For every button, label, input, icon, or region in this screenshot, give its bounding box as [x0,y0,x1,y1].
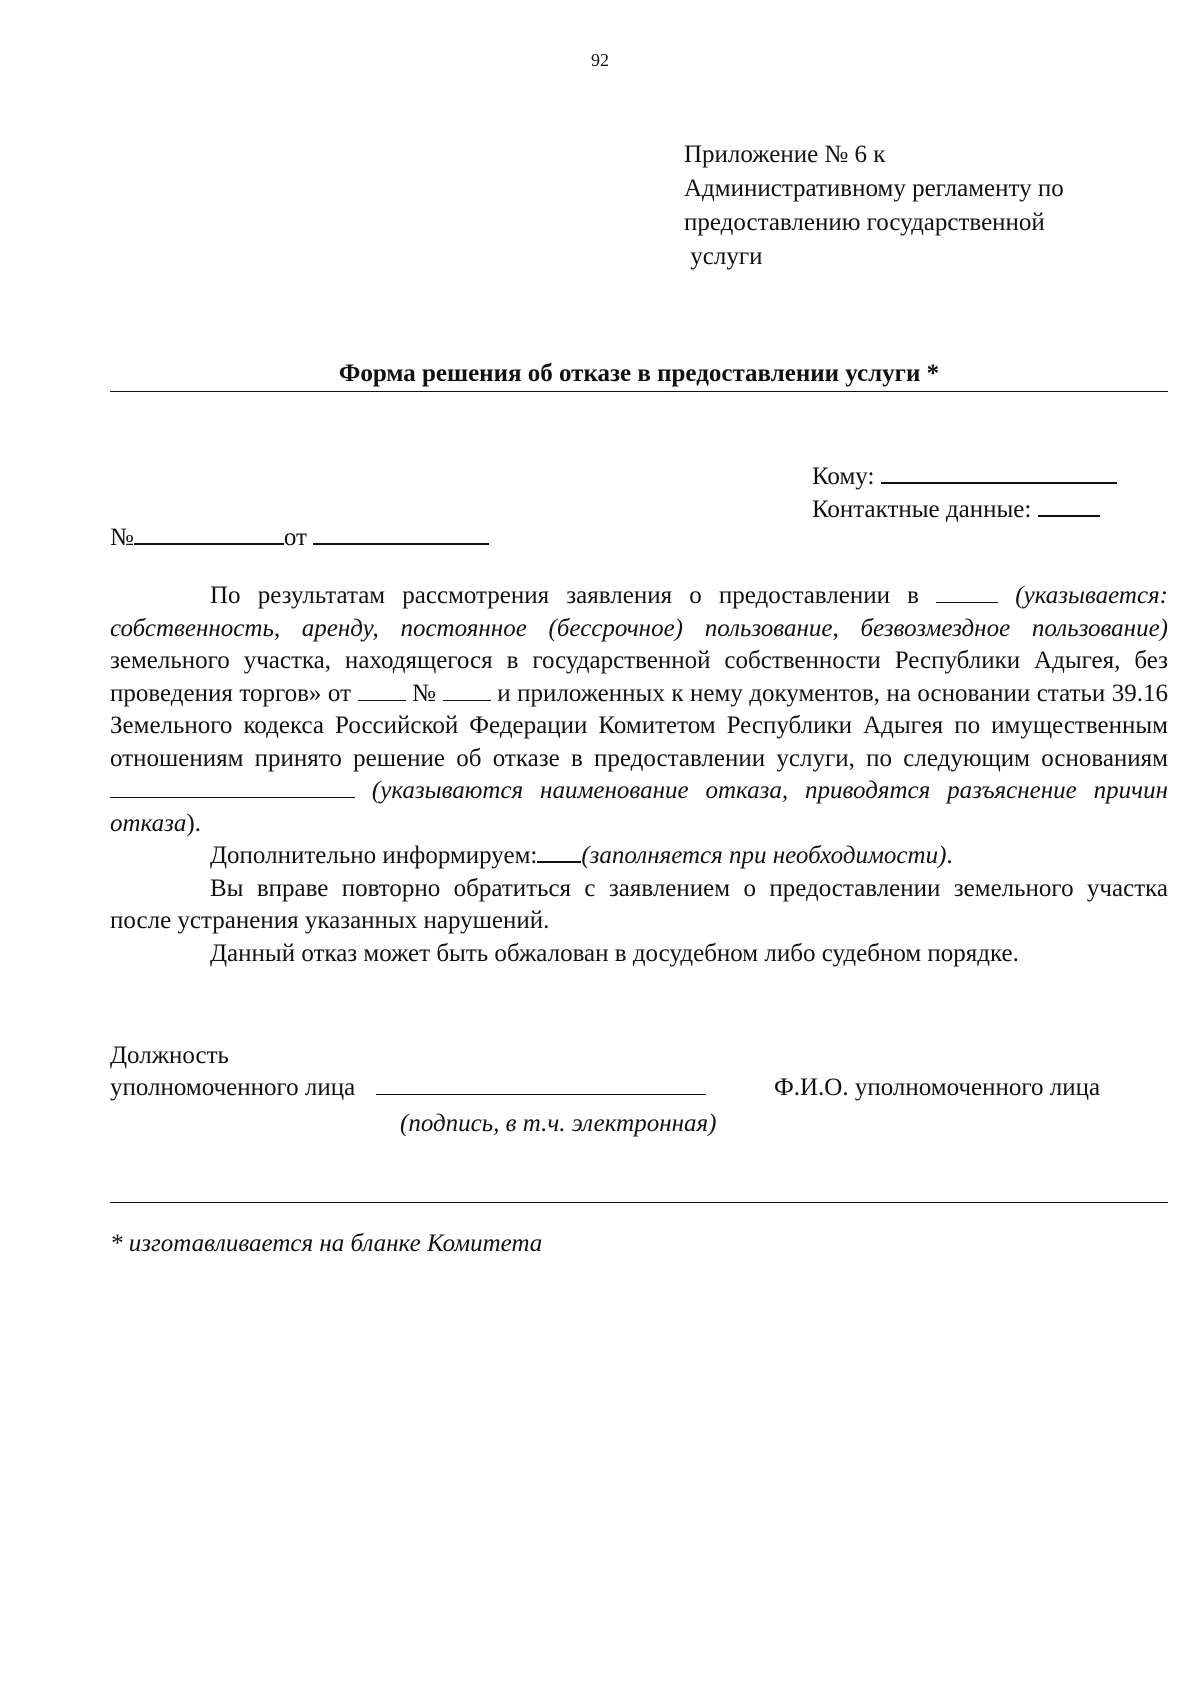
paragraph-appeal: Данный отказ может быть обжалован в досудебном либо судебном порядке. [210,939,1019,967]
grounds-blank[interactable] [110,797,355,798]
appendix-line-3: предоставлению государственной [684,209,1045,236]
appendix-line-2: Административному регламенту по [684,175,1064,202]
p1-text-a: По результатам рассмотрения заявления о предоставлении в [210,582,937,609]
decision-date-blank[interactable] [313,543,489,545]
signature-position-label-2: уполномоченного лица [110,1074,356,1101]
decision-number-row [110,524,489,552]
paragraph-additional [110,840,1168,873]
page-number: 92 [591,50,609,70]
signature-fio-label: Ф.И.О. уполномоченного лица [774,1074,1101,1101]
paragraph-main [110,580,1168,840]
decision-body [110,580,1168,970]
title-divider [110,391,1168,392]
appendix-line-4: услуги [684,243,763,270]
footnote: * изготавливается на бланке Комитета [110,1230,543,1257]
decision-number-label: № [110,524,134,551]
recipient-block [812,460,1117,526]
document-title: Форма решения об отказе в предоставлении услуги * [338,360,940,387]
p1-text-e: и приложенных к нему документов, на основании статьи 39.16 Земельного кодекса Российской Федерации Комитетом Республики Адыгея по имущественным отношениям принято решение об отказе в предоставлении услуги, по следующим основаниям [110,679,1168,772]
p1-text-c: земельного участка, находящегося в государственной собственности Республики Адыгея, без проведения торгов» от [110,647,1168,707]
signature-hint: (подпись, в т.ч. электронная) [400,1110,717,1137]
p2-text-a: Дополнительно информируем: [210,842,538,869]
paragraph-reapply: Вы вправе повторно обратиться с заявлением о предоставлении земельного участка после устранения указанных нарушений. [110,874,1168,934]
recipient-to-label: Кому: [812,463,875,490]
signature-position-row-1 [110,1040,1168,1072]
p2-text-c: . [946,842,953,869]
application-number-blank[interactable] [443,700,491,701]
signature-position-row-2 [110,1072,1168,1137]
application-date-blank[interactable] [358,700,406,701]
recipient-contacts-blank[interactable] [1038,515,1100,517]
recipient-to-row [812,460,1117,493]
recipient-contacts-row [812,493,1117,526]
appendix-line-1: Приложение № 6 к [684,141,886,168]
signature-position-label-1: Должность [110,1042,229,1069]
appendix-header [684,138,1064,274]
p1-hint-service-type: (указывается: собственность, аренду, постоянное (бессрочное) пользование, безвозмездное пользование) [110,582,1169,642]
signature-block [110,1040,1168,1137]
decision-date-label: от [283,524,307,551]
service-type-blank[interactable] [936,602,998,603]
p2-hint: (заполняется при необходимости) [581,842,947,869]
additional-info-blank[interactable] [537,861,581,863]
p1-text-g: ). [186,809,201,837]
signature-blank[interactable] [376,1094,706,1095]
decision-number-blank[interactable] [134,543,284,545]
p1-text-d: № [405,679,443,707]
recipient-contacts-label: Контактные данные: [812,496,1032,523]
footnote-divider [110,1202,1168,1203]
p1-hint-grounds: (указываются наименование отказа, приводятся разъяснение причин отказа [110,777,1168,837]
recipient-to-blank[interactable] [881,482,1117,484]
